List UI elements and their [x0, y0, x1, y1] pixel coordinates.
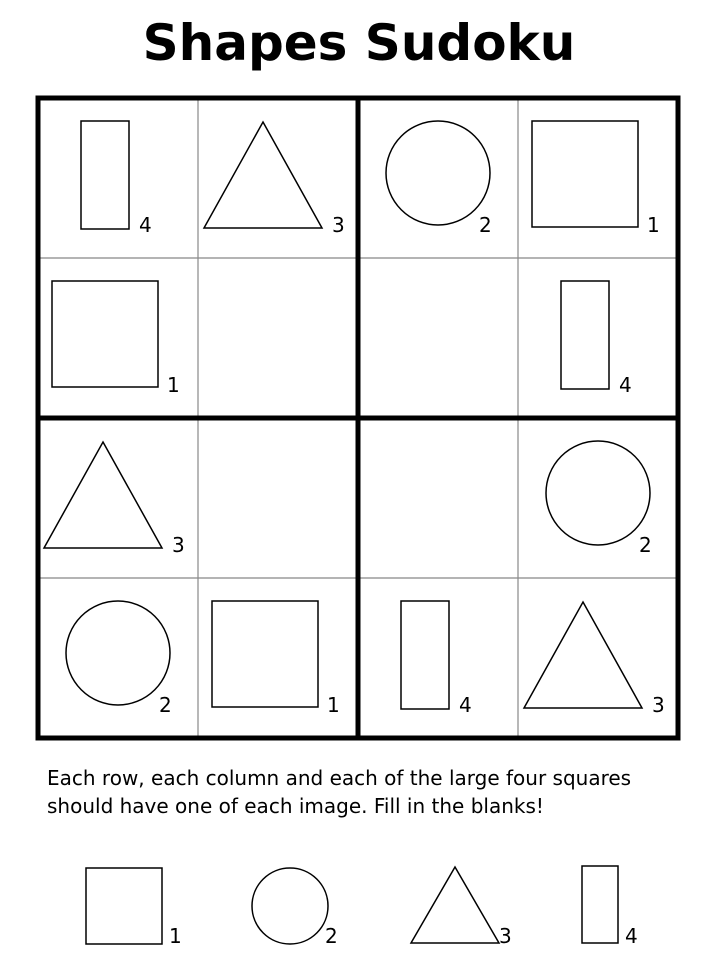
- page-title: Shapes Sudoku: [142, 14, 576, 72]
- legend-item-4: [582, 866, 638, 948]
- legend-item-3: [411, 867, 512, 948]
- legend-number: 2: [325, 924, 338, 948]
- square-icon: [86, 868, 162, 944]
- cell-number: 3: [652, 693, 665, 717]
- legend-number: 3: [499, 924, 512, 948]
- legend-number: 4: [625, 924, 638, 948]
- legend-item-1: [86, 868, 182, 948]
- cell-number: 4: [619, 373, 632, 397]
- cell-number: 1: [647, 213, 660, 237]
- instructions-text: Each row, each column and each of the large four squares should have one of each image. Fill in the blanks!: [47, 766, 632, 818]
- cell-number: 1: [167, 373, 180, 397]
- rectangle-icon: [582, 866, 618, 943]
- legend-number: 1: [169, 924, 182, 948]
- legend-item-2: [252, 868, 338, 948]
- cell-number: 2: [479, 213, 492, 237]
- cell-number: 2: [159, 693, 172, 717]
- cell-number: 2: [639, 533, 652, 557]
- cell-number: 4: [139, 213, 152, 237]
- cell-number: 3: [332, 213, 345, 237]
- circle-icon: [252, 868, 328, 944]
- triangle-icon: [411, 867, 499, 943]
- cell-number: 3: [172, 533, 185, 557]
- cell-number: 4: [459, 693, 472, 717]
- cell-number: 1: [327, 693, 340, 717]
